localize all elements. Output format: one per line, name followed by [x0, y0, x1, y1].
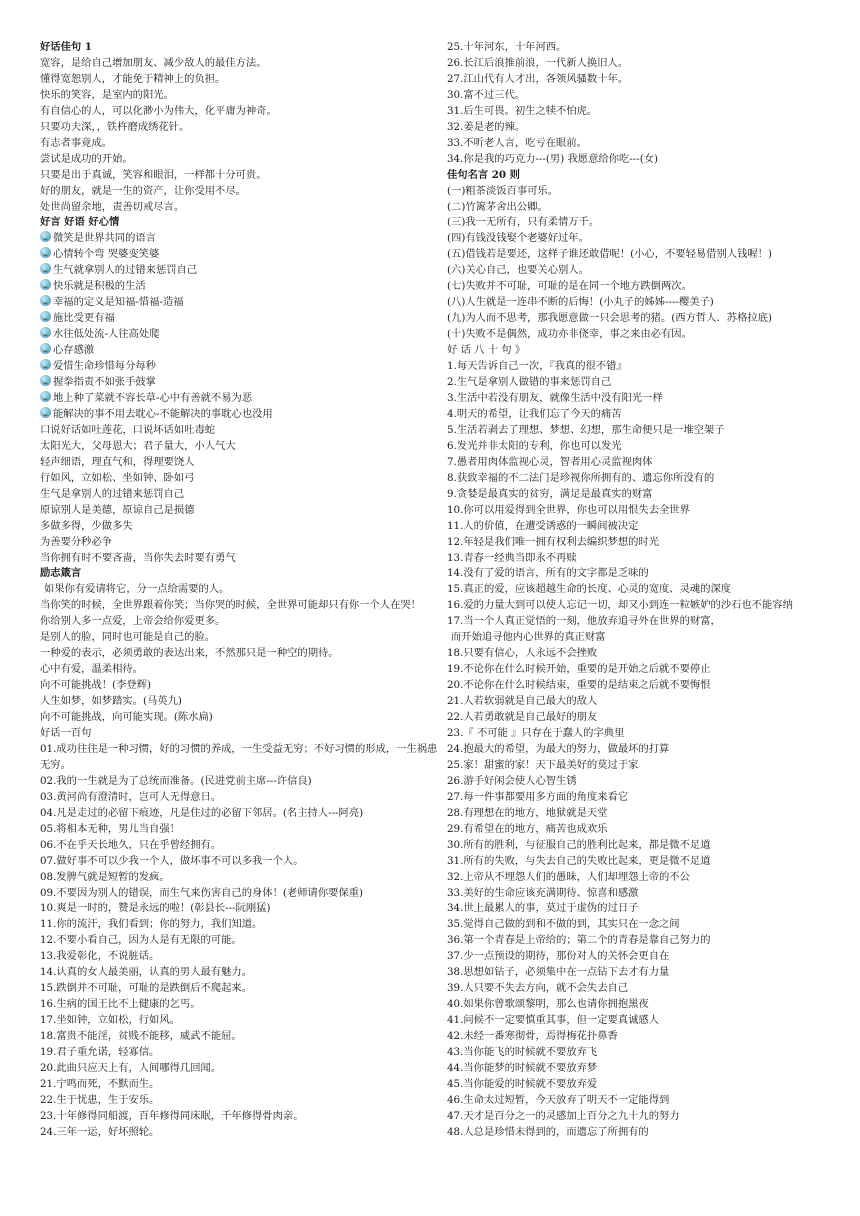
text-line — [40, 981, 440, 997]
line-text: 09.不要因为别人的错误，而生气来伤害自己的身体！(老师请你要保重) — [40, 886, 364, 899]
line-text: 25.十年河东，十年河西。 — [447, 41, 567, 53]
text-line — [447, 200, 825, 216]
text-line — [40, 1125, 440, 1141]
line-text: 35.觉得自己做的到和不做的到，其实只在一念之间 — [447, 918, 680, 931]
line-text: (一)粗茶淡饭百事可乐。 — [447, 184, 559, 197]
text-line — [447, 136, 825, 152]
line-text: 行如风，立如松、坐如钟、卧如弓 — [40, 471, 195, 484]
text-line — [447, 710, 825, 726]
line-text: 20.不论你在什么时候结束，重要的是结束之后就不要悔恨 — [447, 679, 711, 692]
text-line — [40, 742, 440, 774]
line-text: 太阳光大，父母恩大；君子量大，小人气大 — [40, 439, 236, 452]
line-text: 36.第一个青春是上帝给的；第二个的青春是靠自己努力的 — [447, 934, 711, 947]
text-line — [40, 200, 440, 216]
section-heading — [40, 215, 440, 231]
line-text: 25.家！甜蜜的家！天下最美好的莫过于家 — [447, 758, 639, 771]
line-text: 14.没有了爱的语言，所有的文字都是乏味的 — [447, 567, 649, 580]
text-line — [447, 886, 825, 902]
line-text: 微笑是世界共同的语言 — [53, 232, 156, 245]
text-line — [447, 933, 825, 949]
line-text: 22.人若勇敢就是自己最好的朋友 — [447, 711, 598, 724]
text-line — [40, 694, 440, 710]
text-line — [40, 1013, 440, 1029]
line-text: 口说好话如吐莲花，口说坏话如吐毒蛇 — [40, 423, 216, 436]
text-line — [40, 726, 440, 742]
text-line — [447, 120, 825, 136]
line-text: 34.世上最累人的事，莫过于虚伪的过日子 — [447, 902, 639, 915]
text-line — [447, 327, 825, 343]
text-line — [40, 120, 440, 136]
text-line — [447, 551, 825, 567]
text-line — [447, 822, 825, 838]
text-line — [40, 359, 440, 375]
line-text: 好 话 八 十 句 》 — [447, 344, 526, 357]
line-text: 你给别人多一点爱，上帝会给你爱更多。 — [40, 615, 226, 628]
line-text: 只要功夫深，，铁杵磨成绣花针。 — [40, 120, 190, 133]
text-line — [447, 598, 825, 614]
text-line — [40, 231, 440, 247]
text-line — [447, 152, 825, 168]
text-line — [447, 774, 825, 790]
line-text: 48.人总是珍惜未得到的，而遗忘了所拥有的 — [447, 1125, 649, 1138]
text-line — [40, 774, 440, 790]
line-text: 17.坐如钟，立如松，行如风。 — [40, 1014, 180, 1027]
line-text: 心存感激 — [53, 344, 95, 357]
text-line — [447, 997, 825, 1013]
text-line — [40, 965, 440, 981]
line-text: 08.发脾气就是短暂的发疯。 — [40, 870, 170, 883]
line-text: 11.人的价值，在遭受诱惑的一瞬间被决定 — [447, 519, 639, 532]
line-text: 2.生气是拿别人做错的事来惩罚自己 — [447, 376, 612, 389]
line-text: 23.十年修得同船渡，百年修得同床眠，千年修得骨肉亲。 — [40, 1109, 304, 1122]
text-line — [40, 710, 440, 726]
text-line — [447, 566, 825, 582]
text-line — [40, 487, 440, 503]
text-line — [447, 471, 825, 487]
left-column — [40, 40, 440, 1141]
line-text: (六)关心自己，也要关心别人。 — [447, 264, 589, 277]
line-text: 41.问候不一定要慎重其事，但一定要真诚感人 — [447, 1014, 660, 1027]
text-line — [40, 503, 440, 519]
text-line — [447, 854, 825, 870]
line-text: 处世尚留余地，责善切戒尽言。 — [40, 200, 185, 213]
text-line — [447, 247, 825, 263]
text-line — [40, 72, 440, 88]
text-line — [447, 295, 825, 311]
text-line — [447, 949, 825, 965]
line-text: 7.愚者用肉体监视心灵，智者用心灵监视肉体 — [447, 455, 653, 468]
text-line — [447, 503, 825, 519]
text-line — [40, 455, 440, 471]
text-line — [447, 72, 825, 88]
line-text: 地上种了菜就不容长草-心中有善就不易为恶 — [53, 391, 253, 404]
text-line — [447, 455, 825, 471]
line-text: 有自信心的人，可以化渺小为伟大，化平庸为神奇。 — [40, 104, 277, 117]
text-line — [447, 311, 825, 327]
line-text: 16.生病的国王比不上健康的乞丐。 — [40, 998, 201, 1011]
text-line — [40, 1045, 440, 1061]
text-line — [40, 56, 440, 72]
line-text: 04.凡是走过的必留下痕迹，凡是住过的必留下邻居。(名主持人---阿亮) — [40, 806, 364, 819]
text-line — [40, 184, 440, 200]
text-line — [447, 407, 825, 423]
line-text: (七)失败并不可耻，可耻的是在同一个地方跌倒两次。 — [447, 280, 692, 293]
text-line — [447, 40, 825, 56]
text-line — [40, 678, 440, 694]
smiley-bullet-icon — [40, 327, 51, 338]
line-text: (八)人生就是一连串不断的后悔！(小丸子的姊姊----樱美子) — [447, 296, 714, 309]
line-text: 33.不听老人言，吃亏在眼前。 — [447, 136, 587, 149]
text-line — [40, 311, 440, 327]
text-line — [447, 790, 825, 806]
text-line — [447, 375, 825, 391]
line-text: (九)为人而不思考，那我愿意做一只会思考的猪。(西方哲人．苏格拉底) — [447, 312, 772, 325]
line-text: 13.我爱彰化，不说脏话。 — [40, 950, 160, 963]
line-text: 15.跌倒并不可耻，可耻的是跌倒后不爬起来。 — [40, 982, 253, 995]
text-line — [40, 295, 440, 311]
text-line — [447, 1109, 825, 1125]
text-line — [447, 678, 825, 694]
line-text: 尝试是成功的开始。 — [40, 152, 133, 165]
line-text: 32.姜是老的辣。 — [447, 120, 526, 133]
section-heading — [40, 40, 440, 56]
line-text: 宽容，是给自己增加朋友、减少敌人的最佳方法。 — [40, 56, 267, 69]
text-line — [447, 231, 825, 247]
smiley-bullet-icon — [40, 263, 51, 274]
line-text: 施比受更有福 — [53, 312, 115, 325]
line-text: 爱惜生命珍惜每分每秒 — [53, 360, 156, 373]
line-text: 快乐的笑容，是室内的阳光。 — [40, 88, 174, 101]
line-text: 水往低处流-人往高处爬 — [53, 328, 160, 341]
text-line — [40, 933, 440, 949]
line-text: 人生如梦，如梦踏实。(马英九) — [40, 695, 182, 708]
smiley-bullet-icon — [40, 407, 51, 418]
line-text: 12.年轻是我们唯一拥有权利去编织梦想的时光 — [447, 535, 660, 548]
text-line — [40, 870, 440, 886]
line-text: 佳句名言 20 则 — [447, 168, 520, 181]
text-line — [40, 423, 440, 439]
line-text: 8.获致幸福的不二法门是珍视你所拥有的、遗忘你所没有的 — [447, 471, 715, 484]
text-line — [447, 1013, 825, 1029]
text-line — [447, 694, 825, 710]
line-text: (四)有钱没钱娶个老婆好过年。 — [447, 232, 589, 245]
line-text: 05.将相本无种，男儿当自强！ — [40, 822, 180, 835]
line-text: 有志者事竟成。 — [40, 136, 113, 149]
line-text: 01.成功往往是一种习惯，好的习惯的养成，一生受益无穷；不好习惯的形成，一生祸患无穷。 — [40, 742, 438, 771]
line-text: 3.生活中若没有朋友，就像生活中没有阳光一样 — [447, 391, 663, 404]
line-text: (三)我一无所有，只有柔情万千。 — [447, 216, 600, 229]
text-line — [40, 662, 440, 678]
text-line — [40, 901, 440, 917]
text-line — [447, 917, 825, 933]
line-text: 39.人只要不失去方向，就不会失去自己 — [447, 982, 629, 995]
line-text: 16.爱的力量大到可以使人忘记一切，却又小到连一粒嫉妒的沙石也不能容纳 — [447, 599, 793, 612]
line-text: 45.当你能爱的时候就不要放弃爱 — [447, 1077, 598, 1090]
line-text: 26.长江后浪推前浪，一代新人换旧人。 — [447, 56, 629, 69]
text-line — [40, 822, 440, 838]
line-text: 13.青春一经典当即永不再赎 — [447, 551, 577, 564]
line-text: 47.天才是百分之一的灵感加上百分之九十九的努力 — [447, 1109, 680, 1122]
text-line — [40, 471, 440, 487]
line-text: 30.富不过三代。 — [447, 88, 526, 101]
text-line — [447, 184, 825, 200]
line-text: (十)失败不是偶然，成功亦非侥幸，事之来由必有因。 — [447, 328, 692, 341]
text-line — [447, 726, 825, 742]
line-text: 励志箴言 — [40, 567, 82, 580]
line-text: 24.三年一运，好坏照轮。 — [40, 1125, 160, 1138]
smiley-bullet-icon — [40, 359, 51, 370]
text-line — [447, 1077, 825, 1093]
line-text: 26.游手好闲会使人心智生锈 — [447, 774, 577, 787]
text-line — [447, 965, 825, 981]
line-text: 44.当你能梦的时候就不要放弃梦 — [447, 1062, 598, 1074]
text-line — [447, 104, 825, 120]
line-text: 43.当你能飞的时候就不要放弃飞 — [447, 1046, 598, 1059]
line-text: 好话佳句 1 — [40, 41, 92, 53]
text-line — [447, 1125, 825, 1141]
line-text: 27.每一件事都要用多方面的角度来看它 — [447, 790, 629, 803]
line-text: 31.后生可畏。初生之犊不怕虎。 — [447, 104, 598, 117]
text-line — [40, 327, 440, 343]
line-text: 14.认真的女人最美丽，认真的男人最有魅力。 — [40, 966, 253, 979]
text-line — [447, 439, 825, 455]
text-line — [40, 1029, 440, 1045]
text-line — [447, 88, 825, 104]
smiley-bullet-icon — [40, 375, 51, 386]
line-text: 10.你可以用爱得到全世界，你也可以用恨失去全世界 — [447, 503, 690, 516]
text-line — [447, 519, 825, 535]
line-text: 02.我的一生就是为了总统而准备。(民进党前主席---许信良) — [40, 774, 312, 787]
line-text: 18.富贵不能淫，贫贱不能移，威武不能屈。 — [40, 1030, 242, 1043]
text-line — [40, 854, 440, 870]
text-line — [40, 790, 440, 806]
smiley-bullet-icon — [40, 231, 51, 242]
line-text: (五)借钱若是要还，这样子谁还敢借呢！(小心，不要轻易借别人钱喔！) — [447, 248, 772, 261]
text-line — [40, 136, 440, 152]
text-line — [447, 215, 825, 231]
text-line — [40, 614, 440, 630]
line-text: 1.每天告诉自己一次，『我真的很不错』 — [447, 360, 627, 373]
line-text: 12.不要小看自己，因为人是有无限的可能。 — [40, 934, 242, 947]
text-line — [40, 949, 440, 965]
text-line — [447, 263, 825, 279]
line-text: 28.有理想在的地方，地狱就是天堂 — [447, 806, 608, 819]
text-line — [447, 279, 825, 295]
text-line — [447, 742, 825, 758]
text-line — [40, 806, 440, 822]
line-text: 30.所有的胜利，与征服自己的胜利比起来，都是微不足道 — [447, 838, 711, 851]
line-text: 5.生活若剥去了理想、梦想、幻想，那生命便只是一堆空架子 — [447, 423, 725, 436]
smiley-bullet-icon — [40, 247, 51, 258]
line-text: 24.抱最大的希望，为最大的努力，做最坏的打算 — [447, 742, 670, 755]
line-text: 而开始追寻他内心世界的真正财富 — [451, 631, 606, 644]
text-line — [40, 88, 440, 104]
text-line — [40, 646, 440, 662]
text-line — [40, 598, 440, 614]
text-line — [40, 247, 440, 263]
text-line — [40, 582, 440, 598]
text-line — [40, 263, 440, 279]
text-line — [447, 423, 825, 439]
text-line — [40, 1061, 440, 1077]
text-line — [447, 901, 825, 917]
line-text: 生气是拿别人的过错来惩罚自己 — [40, 487, 185, 500]
text-line — [40, 343, 440, 359]
text-line — [447, 981, 825, 997]
line-text: 懂得宽恕别人，才能免于精神上的负担。 — [40, 72, 226, 85]
line-text: 好话一百句 — [40, 726, 92, 739]
text-line — [447, 391, 825, 407]
text-line — [447, 630, 825, 646]
line-text: 15.真正的爱，应该超越生命的长度、心灵的宽度、灵魂的深度 — [447, 583, 732, 596]
line-text: 34.你是我的巧克力---(男) 我愿意给你吃---(女) — [447, 152, 659, 165]
text-line — [447, 662, 825, 678]
line-text: 22.生于忧患，生于安乐。 — [40, 1093, 160, 1106]
line-text: 17.当一个人真正觉悟的一刻，他放弃追寻外在世界的财富， — [447, 615, 721, 628]
line-text: 好言 好语 好心情 — [40, 216, 120, 229]
line-text: 是别人的脸，同时也可能是自己的脸。 — [40, 631, 216, 644]
text-line — [447, 806, 825, 822]
text-line — [447, 535, 825, 551]
line-text: 好的朋友，就是一生的资产，让你受用不尽。 — [40, 184, 246, 197]
line-text: 4.明天的希望，让我们忘了今天的痛苦 — [447, 407, 622, 420]
line-text: 19.不论你在什么时候开始，重要的是开始之后就不要停止 — [447, 663, 711, 676]
line-text: 快乐就是积极的生活 — [53, 280, 146, 293]
line-text: 11.你的流汗，我们看到；你的努力，我们知道。 — [40, 918, 263, 931]
line-text: 29.有希望在的地方，痛苦也成欢乐 — [447, 822, 608, 835]
line-text: 37.少一点预设的期待，那份对人的关怀会更自在 — [447, 950, 670, 963]
line-text: 40.如果你曾歌颂黎明，那么也请你拥抱黑夜 — [447, 998, 649, 1011]
text-line — [40, 838, 440, 854]
text-line — [40, 104, 440, 120]
line-text: 32.上帝从不埋怨人们的愚昧，人们却埋怨上帝的不公 — [447, 870, 690, 883]
line-text: 46.生命太过短暂，今天放弃了明天不一定能得到 — [447, 1093, 670, 1106]
line-text: 9.贪婪是最真实的贫穷，满足是最真实的财富 — [447, 487, 653, 500]
smiley-bullet-icon — [40, 391, 51, 402]
text-line — [40, 519, 440, 535]
text-line — [40, 1077, 440, 1093]
text-line — [40, 407, 440, 423]
line-text: 23.『 不可能 』只存在于蠢人的字典里 — [447, 726, 625, 739]
text-line — [447, 870, 825, 886]
text-line — [447, 758, 825, 774]
text-line — [40, 168, 440, 184]
text-line — [447, 582, 825, 598]
text-line — [40, 279, 440, 295]
text-line — [447, 646, 825, 662]
line-text: 心中有爱，温柔相待。 — [40, 663, 143, 676]
line-text: 如果你有爱请将它，分一点给需要的人。 — [44, 583, 230, 596]
section-heading — [40, 566, 440, 582]
text-line — [40, 439, 440, 455]
text-line — [447, 838, 825, 854]
text-line — [40, 391, 440, 407]
section-heading — [447, 168, 825, 184]
line-text: 07.做好事不可以少我一个人，做坏事不可以多我一个人。 — [40, 854, 304, 867]
text-line — [40, 630, 440, 646]
text-line — [40, 1109, 440, 1125]
line-text: 向不可能挑战！(李登辉) — [40, 679, 152, 692]
line-text: 10.爽是一时的，赞是永远的啦！(彰县长---阮刚猛) — [40, 902, 271, 915]
line-text: 当你笑的时候，全世界跟着你笑；当你哭的时候，全世界可能却只有你一个人在哭！ — [40, 599, 421, 612]
line-text: 38.思想如钻子，必须集中在一点钻下去才有力量 — [447, 966, 670, 979]
text-line — [447, 1061, 825, 1077]
line-text: 33.美好的生命应该充满期待、惊喜和感激 — [447, 886, 639, 899]
line-text: 向不可能挑战，向可能实现。(陈水扁) — [40, 711, 213, 724]
text-line — [40, 997, 440, 1013]
line-text: 轻声细语，理直气和，得理要饶人 — [40, 455, 195, 468]
line-text: 多做多得，少做多失 — [40, 519, 133, 532]
line-text: 当你拥有时不要吝啬，当你失去时要有勇气 — [40, 551, 236, 564]
right-column — [447, 40, 825, 1141]
text-line — [40, 551, 440, 567]
line-text: 06.不在乎天长地久，只在乎曾经拥有。 — [40, 838, 222, 851]
text-line — [40, 152, 440, 168]
line-text: 心情转个弯 哭婆变笑婆 — [53, 248, 160, 261]
line-text: (二)竹篱茅舍出公卿。 — [447, 200, 548, 213]
text-line — [447, 343, 825, 359]
text-line — [447, 1029, 825, 1045]
line-text: 一种爱的表示，必须勇敢的表达出来，不然那只是一种空的期待。 — [40, 647, 339, 660]
text-line — [447, 1093, 825, 1109]
text-line — [40, 535, 440, 551]
line-text: 19.君子重允诺，轻寡信。 — [40, 1046, 160, 1059]
text-line — [447, 1045, 825, 1061]
line-text: 幸福的定义是知福-惜福-造福 — [53, 296, 184, 309]
line-text: 握拳指责不如张手鼓掌 — [53, 376, 156, 389]
line-text: 为善要分秒必争 — [40, 535, 113, 548]
text-line — [447, 56, 825, 72]
line-text: 能解决的事不用去耽心-不能解决的事耽心也没用 — [53, 407, 273, 420]
line-text: 只要是出于真诚，笑容和眼泪，一样都十分可贵。 — [40, 168, 267, 181]
text-line — [447, 487, 825, 503]
line-text: 03.黄河尚有澄清时，岂可人无得意日。 — [40, 790, 222, 803]
text-line — [40, 375, 440, 391]
line-text: 18.只要有信心，人永远不会挫败 — [447, 647, 598, 660]
line-text: 20.此曲只应天上有，人间哪得几回闻。 — [40, 1062, 222, 1074]
text-line — [40, 917, 440, 933]
line-text: 31.所有的失败，与失去自己的失败比起来，更是微不足道 — [447, 854, 711, 867]
line-text: 21.宁鸣而死，不默而生。 — [40, 1077, 160, 1090]
line-text: 42.未经一番寒彻骨，焉得梅花扑鼻香 — [447, 1030, 618, 1043]
smiley-bullet-icon — [40, 343, 51, 354]
line-text: 21.人若软弱就是自己最大的敌人 — [447, 695, 598, 708]
line-text: 27.江山代有人才出，各领风骚数十年。 — [447, 72, 629, 85]
smiley-bullet-icon — [40, 295, 51, 306]
line-text: 原谅别人是美德，原谅自己是损德 — [40, 503, 195, 516]
text-line — [447, 614, 825, 630]
text-line — [40, 1093, 440, 1109]
smiley-bullet-icon — [40, 279, 51, 290]
line-text: 6.发光并非太阳的专利，你也可以发光 — [447, 439, 622, 452]
line-text: 生气就拿别人的过错来惩罚自己 — [53, 264, 198, 277]
smiley-bullet-icon — [40, 311, 51, 322]
text-line — [447, 359, 825, 375]
text-line — [40, 886, 440, 902]
